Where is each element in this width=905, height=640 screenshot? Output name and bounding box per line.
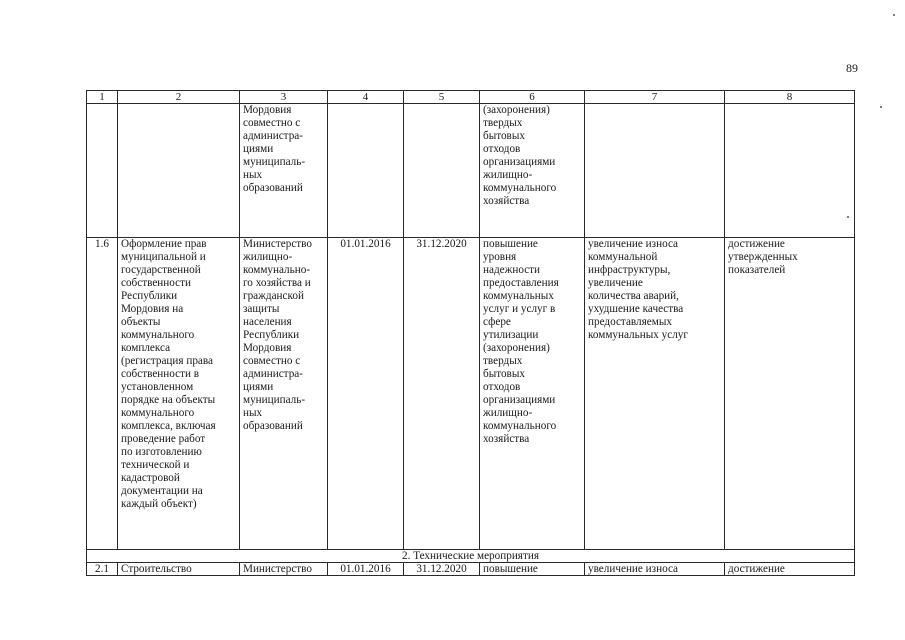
start-date: 01.01.2016 [328, 238, 404, 550]
cell-line: совместно с [243, 117, 301, 129]
table-row [87, 238, 855, 550]
cell-line: государственной [121, 264, 201, 276]
cell-line: коммунальных услуг [588, 329, 688, 341]
cell-line: отходов [483, 381, 521, 393]
cell-line: циями [243, 381, 274, 393]
scan-speck [880, 106, 882, 108]
column-header: 7 [585, 91, 725, 104]
cell-line: повышение [483, 238, 538, 250]
cell-line: Республики [243, 329, 300, 341]
result-cell [480, 238, 585, 550]
cell-line: надежности [483, 264, 541, 276]
risk-cell: увеличение износа [585, 563, 725, 576]
cell-line: по изготовлению [121, 446, 202, 458]
cell-line: увеличение износа [588, 238, 679, 250]
cell-line: жилищно- [243, 251, 293, 263]
column-header: 3 [240, 91, 328, 104]
cell-line: организациями [483, 156, 556, 168]
indicator-cell: достижение [725, 563, 855, 576]
cell-line: совместно с [243, 355, 301, 367]
cell-line: достижение [728, 238, 785, 250]
cell-line: инфраструктуры, [588, 264, 671, 276]
section-row [87, 550, 855, 563]
cell-line: муниципаль- [243, 394, 306, 406]
cell-line: коммунальных [483, 290, 554, 302]
row-number [87, 104, 118, 238]
cell-line: отходов [483, 143, 521, 155]
end-date: 31.12.2020 [404, 563, 480, 576]
start-date [328, 104, 404, 238]
row-number: 1.6 [87, 238, 118, 550]
section-title: 2. Технические мероприятия [87, 550, 855, 563]
cell-line: комплекса, включая [121, 420, 216, 432]
measure-name-cell [118, 104, 240, 238]
cell-line: увеличение [588, 277, 643, 289]
cell-line: услуг и услуг в [483, 303, 556, 315]
indicator-cell [725, 104, 855, 238]
cell-line: документации на [121, 485, 203, 497]
risk-cell [585, 238, 725, 550]
cell-line: предоставляемых [588, 316, 672, 328]
cell-line: бытовых [483, 368, 525, 380]
cell-line: количества аварий, [588, 290, 679, 302]
cell-line: Мордовия на [121, 303, 184, 315]
cell-line: коммунального [483, 420, 557, 432]
scan-speck [847, 216, 849, 218]
cell-line: хозяйства [483, 195, 530, 207]
cell-line: администра- [243, 130, 303, 142]
cell-line: Мордовия [243, 342, 292, 354]
cell-line: го хозяйства и [243, 277, 311, 289]
cell-line: хозяйства [483, 433, 530, 445]
executor-cell [240, 104, 328, 238]
cell-line: технической и [121, 459, 190, 471]
column-header: 1 [87, 91, 118, 104]
cell-line: жилищно- [483, 407, 533, 419]
cell-line: ных [243, 407, 263, 419]
column-header: 4 [328, 91, 404, 104]
end-date: 31.12.2020 [404, 238, 480, 550]
cell-line: защиты [243, 303, 280, 315]
page-number: 89 [846, 61, 858, 75]
cell-line: собственности в [121, 368, 200, 380]
cell-line: коммунального [121, 407, 195, 419]
cell-line: коммунальной [588, 251, 658, 263]
cell-line: комплекса [121, 342, 171, 354]
column-number-row [87, 91, 855, 104]
cell-line: коммунального [483, 182, 557, 194]
cell-line: утилизации [483, 329, 539, 341]
table-row [87, 104, 855, 238]
cell-line: каждый объект) [121, 498, 197, 510]
cell-line: сфере [483, 316, 511, 328]
scan-speck [893, 14, 895, 16]
cell-line: проведение работ [121, 433, 206, 445]
cell-line: циями [243, 143, 274, 155]
cell-line: порядке на объекты [121, 394, 216, 406]
executor-cell: Министерство [240, 563, 328, 576]
cell-line: уровня [483, 251, 517, 263]
cell-line: муниципальной и [121, 251, 206, 263]
cell-line: (захоронения) [483, 342, 550, 354]
cell-line: Министерство [243, 238, 312, 250]
cell-line: предоставления [483, 277, 559, 289]
result-cell: повышение [480, 563, 585, 576]
cell-line: гражданской [243, 290, 304, 302]
cell-line: муниципаль- [243, 156, 306, 168]
cell-line: бытовых [483, 130, 525, 142]
measures-table [86, 90, 855, 576]
cell-line: ухудшение качества [588, 303, 684, 315]
table-row [87, 563, 855, 576]
measure-name-cell: Строительство [118, 563, 240, 576]
cell-line: утвержденных [728, 251, 798, 263]
end-date [404, 104, 480, 238]
column-header: 5 [404, 91, 480, 104]
result-cell [480, 104, 585, 238]
column-header: 8 [725, 91, 855, 104]
cell-line: организациями [483, 394, 556, 406]
executor-cell [240, 238, 328, 550]
cell-line: твердых [483, 355, 523, 367]
cell-line: коммунально- [243, 264, 311, 276]
cell-line: установленном [121, 381, 194, 393]
cell-line: Мордовия [243, 104, 292, 116]
cell-line: Оформление прав [121, 238, 207, 250]
column-header: 2 [118, 91, 240, 104]
indicator-cell [725, 238, 855, 550]
column-header: 6 [480, 91, 585, 104]
cell-line: ных [243, 169, 263, 181]
cell-line: объекты [121, 316, 161, 328]
start-date: 01.01.2016 [328, 563, 404, 576]
measure-name-cell [118, 238, 240, 550]
cell-line: населения [243, 316, 292, 328]
cell-line: образований [243, 182, 303, 194]
cell-line: жилищно- [483, 169, 533, 181]
cell-line: кадастровой [121, 472, 180, 484]
cell-line: показателей [728, 264, 786, 276]
cell-line: (захоронения) [483, 104, 550, 116]
risk-cell [585, 104, 725, 238]
cell-line: собственности [121, 277, 191, 289]
cell-line: администра- [243, 368, 303, 380]
cell-line: коммунального [121, 329, 195, 341]
cell-line: твердых [483, 117, 523, 129]
cell-line: образований [243, 420, 303, 432]
cell-line: (регистрация права [121, 355, 213, 367]
row-number: 2.1 [87, 563, 118, 576]
cell-line: Республики [121, 290, 178, 302]
